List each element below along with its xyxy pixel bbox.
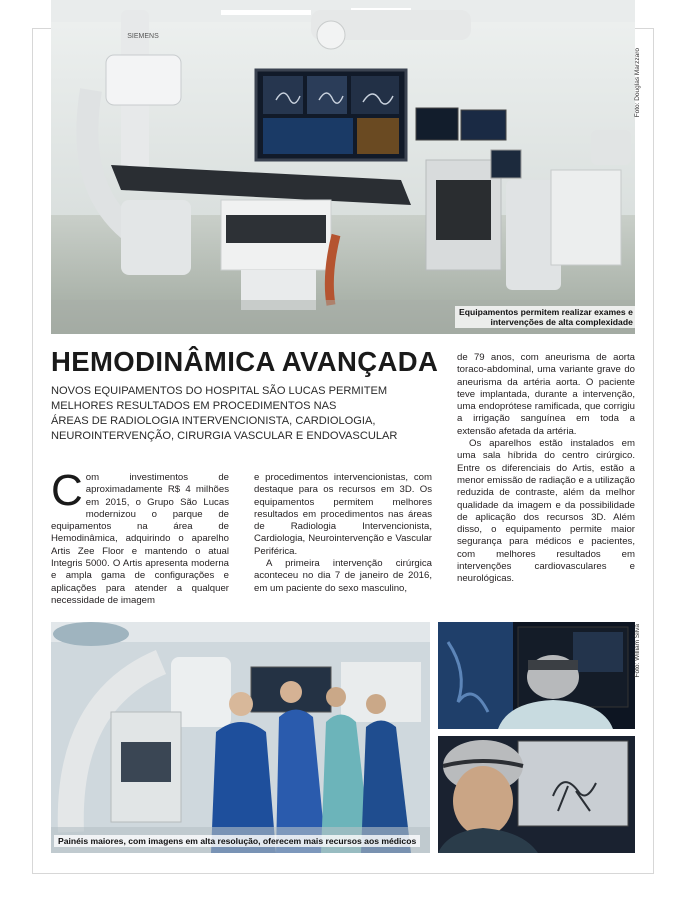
hybrid-room-illustration — [51, 0, 635, 334]
subtitle-line: MELHORES RESULTADOS EM PROCEDIMENTOS NAS — [51, 400, 337, 412]
photo-caption-top — [455, 306, 637, 328]
article-column-1 — [51, 466, 229, 607]
photo-credit-top: Foto: Douglas Marzzaro — [634, 48, 641, 118]
col3-paragraph-1: de 79 anos, com aneurisma de aorta toraco-abdominal, uma variante grave do aneurisma da artéria aorta. O paciente teve implantada, durante a intervenção, uma endoprótese ramificada, que corrigiu a irrigação sanguínea em toda a extensão afetada da artéria. — [457, 352, 635, 437]
surgery-team-illustration — [51, 622, 430, 853]
doctor-monitors-illustration — [438, 622, 635, 729]
col2-paragraph-1: e procedimentos intervencionistas, com destaque para os recursos em 3D. Os equipamentos permitem melhores resultados em procedimentos nas áreas de Radiologia Intervencionista, Cardiologia, Neurointervenção e Vascular Periférica. — [254, 472, 432, 557]
photo-angiography-screen — [438, 736, 635, 853]
article-column-3 — [457, 352, 635, 586]
photo-surgery-team — [51, 622, 430, 853]
photo-caption-top-line1: Equipamentos permitem realizar exames e — [459, 307, 633, 317]
col1-paragraph-1-text: om investimentos de aproximadamente R$ 4 milhões em 2015, o Grupo São Lucas modernizou o parque de equipamentos na área de Hemodinâmica, adquirindo o aparelho Artis Zee Floor e mantendo o atual Integris 5000. O Artis apresenta moderna e ampla gama de configurações e aplicações para atender a qualquer necessidade de imagem — [51, 472, 229, 606]
angiography-screen-illustration — [438, 736, 635, 853]
photo-caption-bottom: Painéis maiores, com imagens em alta resolução, oferecem mais recursos aos médicos — [54, 835, 420, 847]
photo-hybrid-room — [51, 0, 635, 334]
article-column-2 — [254, 472, 432, 595]
drop-cap: C — [51, 466, 83, 515]
subtitle-line: NOVOS EQUIPAMENTOS DO HOSPITAL SÃO LUCAS PERMITEM — [51, 385, 388, 397]
photo-doctor-monitors — [438, 622, 635, 729]
photo-credit-bottom-right: Foto: William Silva — [634, 624, 641, 678]
col2-paragraph-2: A primeira intervenção cirúrgica aconteceu no dia 7 de janeiro de 2016, em um paciente do sexo masculino, — [254, 558, 432, 594]
article-headline: HEMODINÂMICA AVANÇADA — [51, 346, 439, 377]
col3-paragraph-2: Os aparelhos estão instalados em uma sala híbrida do centro cirúrgico. Entre os diferenciais do Artis, estão a menor emissão de radiação e a utilização reduzida de contraste, além da melhor qualidade da imagem e da possibilidade de aplicação dos recursos 3D. Além disso, o equipamento permite maior segurança para médicos e pacientes, com melhores resultados em intervenções cardiovasculares e neurológicas. — [457, 438, 635, 585]
subtitle-line: NEUROINTERVENÇÃO, CIRURGIA VASCULAR E ENDOVASCULAR — [51, 430, 398, 442]
photo-caption-top-line2: intervenções de alta complexidade — [490, 317, 633, 327]
equipment-brand-text: SIEMENS — [127, 33, 159, 40]
article-subtitle — [51, 384, 398, 444]
subtitle-line: ÁREAS DE RADIOLOGIA INTERVENCIONISTA, CARDIOLOGIA, — [51, 415, 376, 427]
col1-paragraph-1 — [51, 466, 229, 607]
